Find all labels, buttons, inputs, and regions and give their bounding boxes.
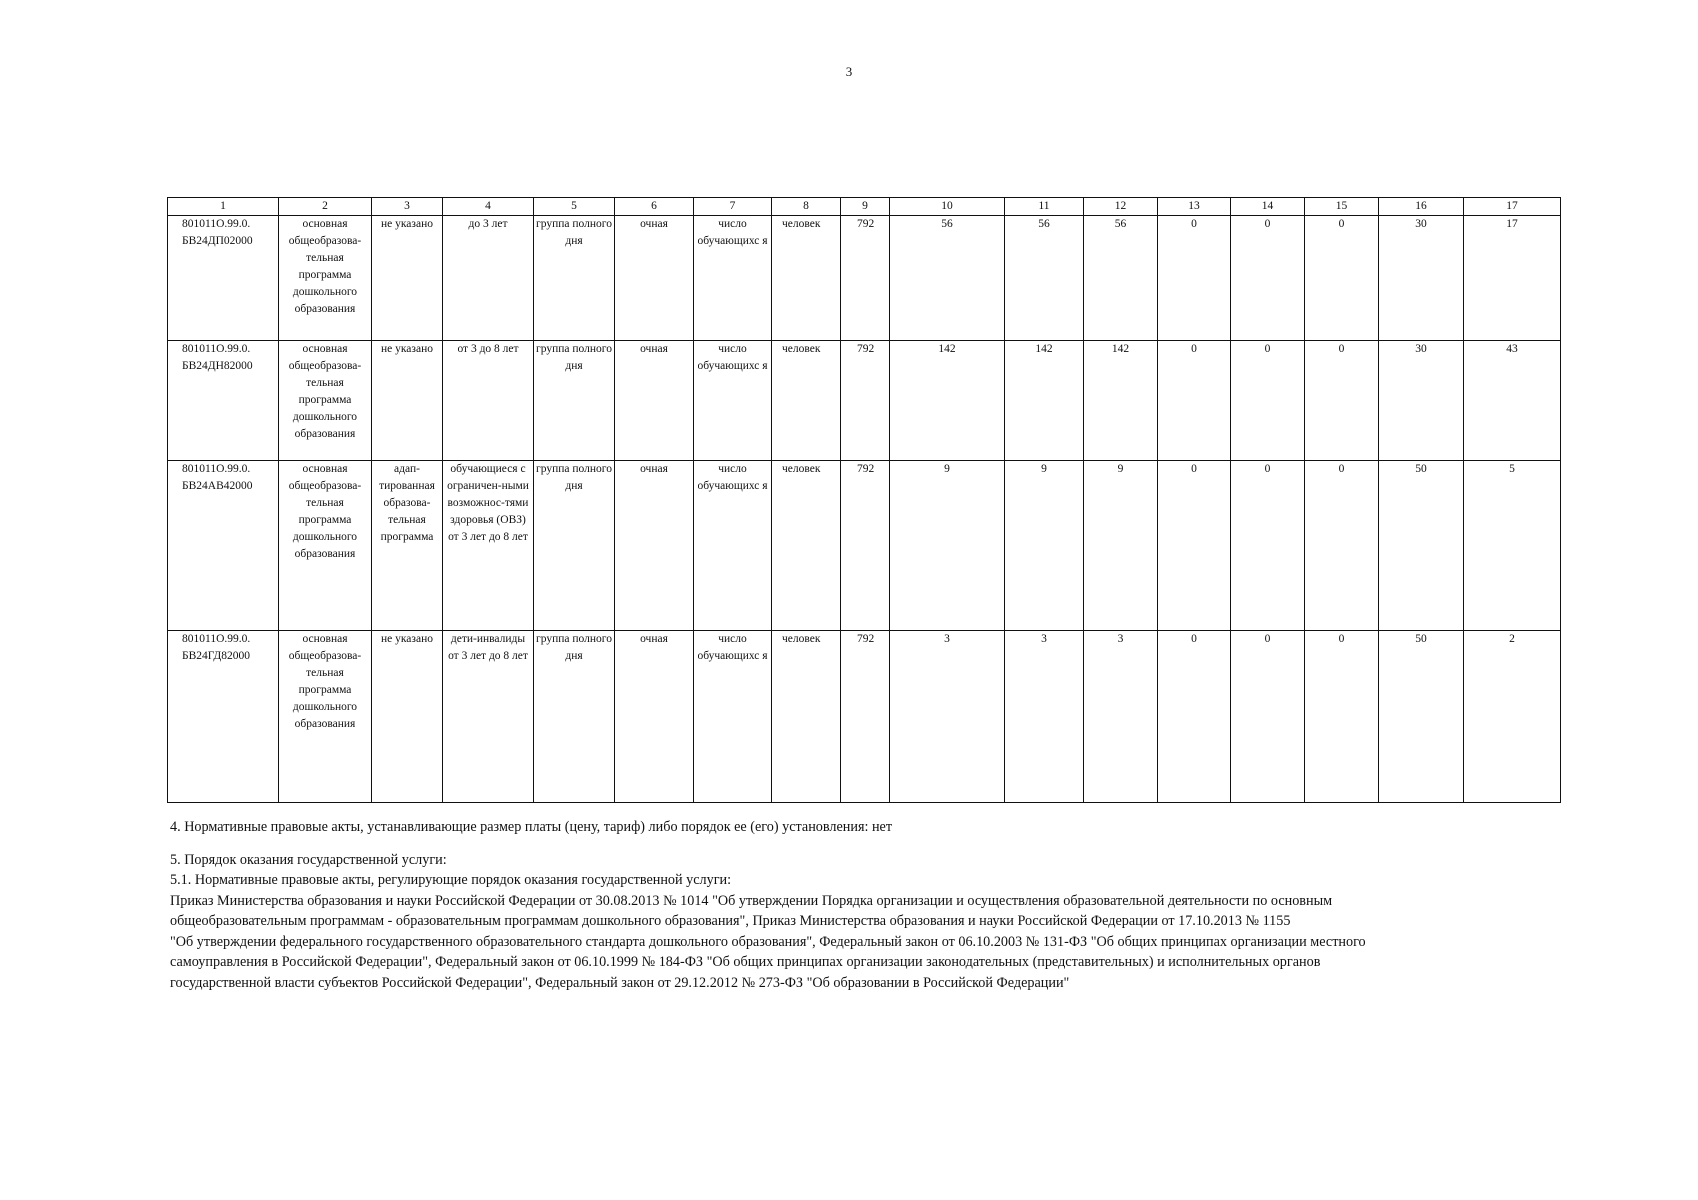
column-header-9: 9 (841, 198, 890, 216)
cell-col-7: число обучающихс я (694, 341, 772, 461)
cell-col-14: 0 (1231, 341, 1305, 461)
cell-col-9: 792 (841, 216, 890, 341)
cell-col-11: 142 (1005, 341, 1084, 461)
cell-col-2: основная общеобразова-тельная программа дошкольного образования (279, 631, 372, 803)
cell-col-13: 0 (1158, 631, 1231, 803)
table-row (168, 461, 1561, 631)
cell-col-5: группа полного дня (534, 631, 615, 803)
cell-col-14: 0 (1231, 631, 1305, 803)
column-header-15: 15 (1305, 198, 1379, 216)
table-row (168, 216, 1561, 341)
cell-col-17: 43 (1464, 341, 1561, 461)
table-header-row (168, 198, 1561, 216)
service-indicators-table (167, 197, 1561, 803)
cell-col-17: 5 (1464, 461, 1561, 631)
cell-col-15: 0 (1305, 216, 1379, 341)
page-number: 3 (845, 64, 853, 79)
cell-col-16: 50 (1379, 461, 1464, 631)
cell-col-4: от 3 до 8 лет (443, 341, 534, 461)
column-header-3: 3 (372, 198, 443, 216)
cell-col-16: 30 (1379, 216, 1464, 341)
cell-col-10: 142 (890, 341, 1005, 461)
paragraph-5-1-legal-acts: 5.1. Нормативные правовые акты, регулирующие порядок оказания государственной услуги: (170, 872, 732, 888)
cell-col-10: 9 (890, 461, 1005, 631)
legal-acts-line-3: "Об утверждении федерального государственного образовательного стандарта дошкольного образования", Федеральный закон от 06.10.2003 № 131-ФЗ "Об общих принципах организации местного (170, 933, 1366, 950)
cell-col-8: человек (772, 631, 841, 803)
column-header-12: 12 (1084, 198, 1158, 216)
cell-col-9: 792 (841, 461, 890, 631)
cell-col-4: до 3 лет (443, 216, 534, 341)
cell-col-3: не указано (372, 216, 443, 341)
cell-col-15: 0 (1305, 341, 1379, 461)
column-header-5: 5 (534, 198, 615, 216)
cell-col-10: 3 (890, 631, 1005, 803)
cell-col-4: дети-инвалиды от 3 лет до 8 лет (443, 631, 534, 803)
cell-col-1: 801011О.99.0. БВ24ДН82000 (168, 341, 279, 461)
cell-col-6: очная (615, 341, 694, 461)
column-header-14: 14 (1231, 198, 1305, 216)
cell-col-1: 801011О.99.0. БВ24ГД82000 (168, 631, 279, 803)
cell-col-8: человек (772, 341, 841, 461)
cell-col-15: 0 (1305, 461, 1379, 631)
table-body (168, 216, 1561, 803)
cell-col-15: 0 (1305, 631, 1379, 803)
cell-col-3: адап-тированная образова-тельная программа (372, 461, 443, 631)
cell-col-11: 3 (1005, 631, 1084, 803)
cell-col-12: 9 (1084, 461, 1158, 631)
column-header-13: 13 (1158, 198, 1231, 216)
column-header-10: 10 (890, 198, 1005, 216)
cell-col-2: основная общеобразова-тельная программа дошкольного образования (279, 341, 372, 461)
cell-col-13: 0 (1158, 216, 1231, 341)
cell-col-8: человек (772, 461, 841, 631)
cell-col-12: 56 (1084, 216, 1158, 341)
cell-col-6: очная (615, 631, 694, 803)
paragraph-5-service-order: 5. Порядок оказания государственной услуги: (170, 851, 447, 868)
cell-col-2: основная общеобразова-тельная программа дошкольного образования (279, 461, 372, 631)
legal-acts-line-1: Приказ Министерства образования и науки Российской Федерации от 30.08.2013 № 1014 "Об утверждении Порядка организации и осуществления образовательной деятельности по основным (170, 892, 1333, 909)
column-header-16: 16 (1379, 198, 1464, 216)
column-header-2: 2 (279, 198, 372, 216)
column-header-6: 6 (615, 198, 694, 216)
cell-col-5: группа полного дня (534, 216, 615, 341)
cell-col-16: 30 (1379, 341, 1464, 461)
cell-col-3: не указано (372, 631, 443, 803)
column-header-1: 1 (168, 198, 279, 216)
cell-col-5: группа полного дня (534, 341, 615, 461)
cell-col-9: 792 (841, 631, 890, 803)
cell-col-14: 0 (1231, 216, 1305, 341)
paragraph-4-fees: 4. Нормативные правовые акты, устанавливающие размер платы (цену, тариф) либо порядок ее (его) установления: нет (170, 819, 893, 835)
cell-col-3: не указано (372, 341, 443, 461)
cell-col-7: число обучающихс я (694, 216, 772, 341)
cell-col-13: 0 (1158, 341, 1231, 461)
legal-acts-line-4: самоуправления в Российской Федерации", Федеральный закон от 06.10.1999 № 184-ФЗ "Об общих принципах организации законодательных (представительных) и исполнительных органов (170, 954, 1321, 970)
cell-col-12: 142 (1084, 341, 1158, 461)
cell-col-5: группа полного дня (534, 461, 615, 631)
cell-col-8: человек (772, 216, 841, 341)
cell-col-1: 801011О.99.0. БВ24ДП02000 (168, 216, 279, 341)
legal-acts-line-5: государственной власти субъектов Российской Федерации", Федеральный закон от 29.12.2012 № 273-ФЗ "Об образовании в Российской Федерации" (170, 974, 1070, 991)
cell-col-17: 2 (1464, 631, 1561, 803)
cell-col-7: число обучающихс я (694, 461, 772, 631)
cell-col-14: 0 (1231, 461, 1305, 631)
text-block (170, 817, 1570, 993)
column-header-7: 7 (694, 198, 772, 216)
cell-col-11: 9 (1005, 461, 1084, 631)
table-row (168, 341, 1561, 461)
column-header-4: 4 (443, 198, 534, 216)
column-header-8: 8 (772, 198, 841, 216)
cell-col-6: очная (615, 461, 694, 631)
cell-col-4: обучающиеся с ограничен-ными возможнос-тями здоровья (ОВЗ) от 3 лет до 8 лет (443, 461, 534, 631)
cell-col-6: очная (615, 216, 694, 341)
cell-col-12: 3 (1084, 631, 1158, 803)
cell-col-17: 17 (1464, 216, 1561, 341)
column-header-17: 17 (1464, 198, 1561, 216)
cell-col-9: 792 (841, 341, 890, 461)
legal-acts-line-2: общеобразовательным программам - образовательным программам дошкольного образования", Приказ Министерства образования и науки Российской Федерации от 17.10.2013 № 1155 (170, 913, 1291, 929)
cell-col-11: 56 (1005, 216, 1084, 341)
cell-col-1: 801011О.99.0. БВ24АВ42000 (168, 461, 279, 631)
cell-col-2: основная общеобразова-тельная программа дошкольного образования (279, 216, 372, 341)
cell-col-13: 0 (1158, 461, 1231, 631)
cell-col-16: 50 (1379, 631, 1464, 803)
table-row (168, 631, 1561, 803)
cell-col-10: 56 (890, 216, 1005, 341)
column-header-11: 11 (1005, 198, 1084, 216)
cell-col-7: число обучающихс я (694, 631, 772, 803)
